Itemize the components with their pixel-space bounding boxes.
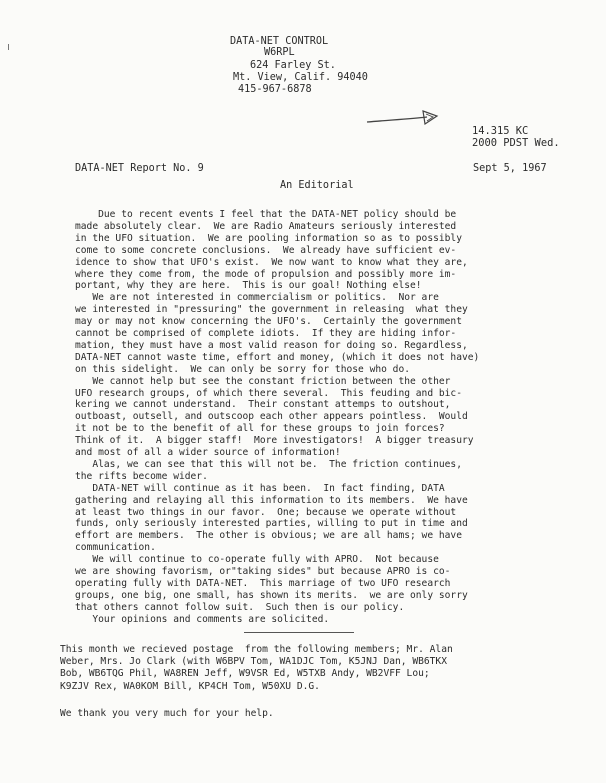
report-title: DATA-NET Report No. 9 xyxy=(75,163,204,174)
footer-line: This month we recieved postage from the following members; Mr. Alan xyxy=(60,644,453,655)
body-line: kering we cannot understand. Their constant attemps to outshout, xyxy=(75,399,451,411)
letterhead-city: Mt. View, Calif. 94040 xyxy=(233,72,368,83)
body-line: We are not interested in commercialism or politics. Nor are xyxy=(75,292,439,304)
body-line: DATA-NET cannot waste time, effort and money, (which it does not have) xyxy=(75,351,480,363)
body-line: effort are members. The other is obvious; we are all hams; we have xyxy=(75,530,462,542)
footer-line: K9ZJV Rex, WA0KOM Bill, KP4CH Tom, W50XU D.G. xyxy=(60,680,320,692)
footer-line: Bob, WB6TQG Phil, WA8REN Jeff, W9VSR Ed, W5TXB Andy, WB2VFF Lou; xyxy=(60,668,430,680)
body-line: mation, they must have a most valid reason for doing so. Regardless, xyxy=(75,339,468,351)
body-line: where they come from, the mode of propulsion and possibly more im- xyxy=(75,268,457,280)
letterhead-phone: 415-967-6878 xyxy=(238,84,312,95)
body-line: made absolutely clear. We are Radio Amateurs seriously interested xyxy=(75,220,457,232)
body-line: may or may not know concerning the UFO's. Certainly the government xyxy=(75,316,462,328)
body-line: gathering and relaying all this information to its members. We have xyxy=(75,494,468,506)
body-line: we are showing favorism, or"taking sides" but because APRO is co- xyxy=(75,566,451,577)
body-line: that others cannot follow suit. Such then is our policy. xyxy=(75,601,405,613)
body-line: the rifts become wider. xyxy=(75,470,208,482)
body-line: portant, why they are here. This is our goal! Nothing else! xyxy=(75,280,422,292)
letterhead-org: DATA-NET CONTROL xyxy=(230,36,329,47)
divider xyxy=(244,632,354,633)
body-line: Think of it. A bigger staff! More investigators! A bigger treasury xyxy=(75,435,474,447)
arrow-icon xyxy=(365,108,445,132)
body-line: idence to show that UFO's exist. We now want to know what they are, xyxy=(75,256,468,268)
closing-line: We thank you very much for your help. xyxy=(60,708,274,719)
body-line: Due to recent events I feel that the DATA-NET policy should be xyxy=(75,209,457,220)
body-line: We will continue to co-operate fully with APRO. Not because xyxy=(75,554,439,566)
body-line: Alas, we can see that this will not be. The friction continues, xyxy=(75,458,462,470)
body-line: We cannot help but see the constant friction between the other xyxy=(75,375,451,387)
schedule-frequency: 14.315 KC xyxy=(472,125,529,137)
letterhead-street: 624 Farley St. xyxy=(250,60,336,71)
body-line: operating fully with DATA-NET. This marriage of two UFO research xyxy=(75,577,451,589)
body-line: at least two things in our favor. One; because we operate without xyxy=(75,506,457,518)
body-line: we interested in "pressuring" the government in releasing what they xyxy=(75,304,468,316)
body-line: outboast, outsell, and outscoop each other appears pointless. Would xyxy=(75,411,468,423)
body-line: come to some concrete conclusions. We already have sufficient ev- xyxy=(75,244,457,256)
body-line: on this sidelight. We can only be sorry for those who do. xyxy=(75,363,411,375)
footer-line: Weber, Mrs. Jo Clark (with W6BPV Tom, WA1DJC Tom, K5JNJ Dan, WB6TKX xyxy=(60,656,447,668)
body-line: UFO research groups, of which there several. This feuding and bic- xyxy=(75,387,462,399)
editorial-heading: An Editorial xyxy=(280,180,354,191)
body-line: communication. xyxy=(75,542,156,554)
body-line: in the UFO situation. We are pooling information so as to possibly xyxy=(75,232,462,244)
body-line: it not be to the benefit of all for these groups to join forces? xyxy=(75,423,445,435)
body-line: DATA-NET will continue as it has been. In fact finding, DATA xyxy=(75,482,445,494)
letterhead-callsign: W6RPL xyxy=(264,47,295,58)
margin-mark xyxy=(8,44,11,50)
report-date: Sept 5, 1967 xyxy=(473,163,547,174)
schedule-time: 2000 PDST Wed. xyxy=(472,137,560,149)
body-line: funds, only seriously interested parties, willing to put in time and xyxy=(75,518,468,530)
body-line: Your opinions and comments are solicited. xyxy=(75,613,330,625)
body-line: groups, one big, one small, has shown its merits. we are only sorry xyxy=(75,589,468,601)
body-line: cannot be comprised of complete idiots. If they are hiding infor- xyxy=(75,328,457,339)
body-line: and most of all a wider source of information! xyxy=(75,447,341,458)
